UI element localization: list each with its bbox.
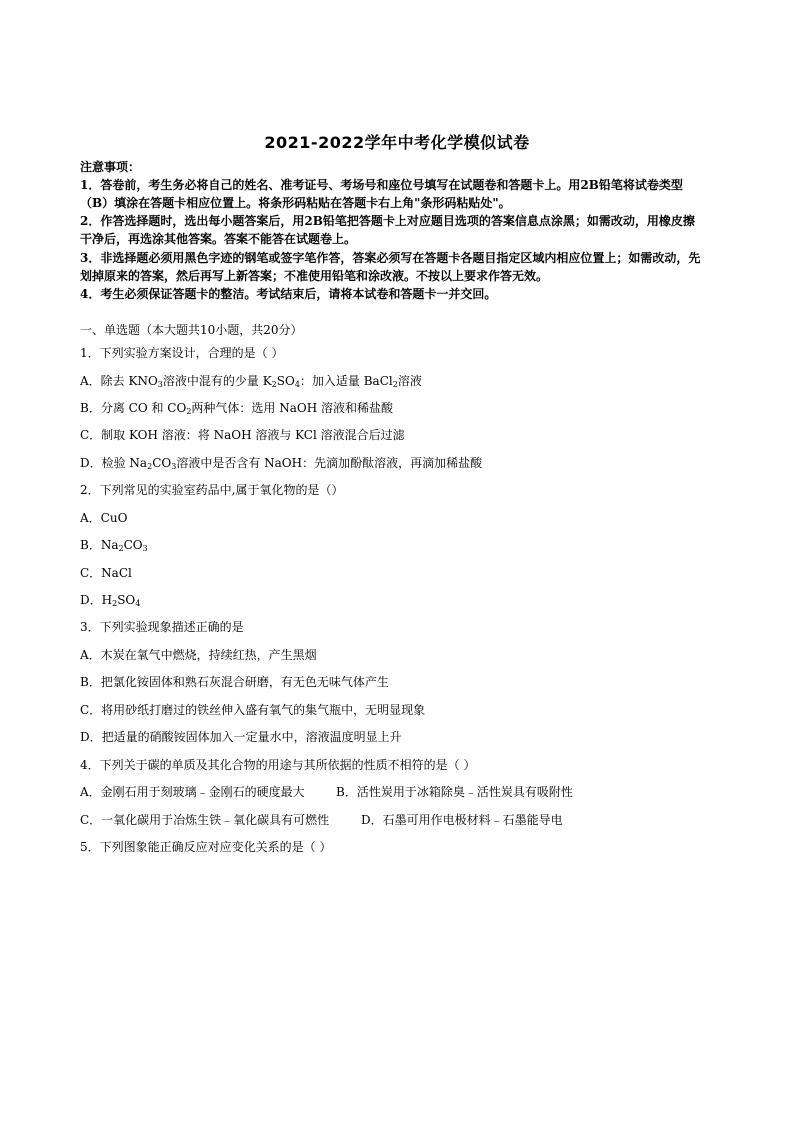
notice-line: 1．答卷前，考生务必将自己的姓名、准考证号、考场号和座位号填写在试题卷和答题卡上。用2B铅笔将试卷类型 — [80, 178, 683, 192]
question-stem: 2．下列常见的实验室药品中,属于氧化物的是（） — [80, 483, 344, 497]
question-stem: 5．下列图象能正确反应对应变化关系的是（ ） — [80, 840, 332, 854]
option-d: D．石墨可用作电极材料﹣石墨能导电 — [361, 813, 563, 827]
notice-line: 3．非选择题必须用黑色字迹的钢笔或签字笔作答，答案必须写在答题卡各题目指定区域内相应位置上；如需改动，先 — [80, 251, 701, 265]
section-heading: 一、单选题（本大题共10小题，共20分） — [80, 323, 303, 337]
option-b: B．分离 CO 和 $CO_2$两种气体：选用 NaOH 溶液和稀盐酸 — [80, 401, 393, 416]
option-c: C．制取 KOH 溶液：将 NaOH 溶液与 KCl 溶液混合后过滤 — [80, 428, 405, 442]
option-a: A．除去 $KNO_3$溶液中混有的少量 $K_2SO_4$：加入适量 BaCl$_2$溶液 — [80, 374, 422, 389]
option-b: B．$Na_2CO_3$ — [80, 538, 148, 553]
question-stem: 3．下列实验现象描述正确的是 — [80, 620, 244, 634]
option-c: C．NaCl — [80, 566, 132, 580]
notice-line: 4．考生必须保证答题卡的整洁。考试结束后，请将本试卷和答题卡一并交回。 — [80, 287, 497, 301]
notice-line: 2．作答选择题时，选出每小题答案后，用2B铅笔把答题卡上对应题目选项的答案信息点涂黑；如需改动，用橡皮擦 — [80, 214, 695, 228]
question-stem: 4．下列关于碳的单质及其化合物的用途与其所依据的性质不相符的是（ ） — [80, 758, 476, 772]
page-title: 2021-2022学年中考化学模似试卷 — [264, 133, 530, 152]
notice-line: （B）填涂在答题卡相应位置上。将条形码粘贴在答题卡右上角"条形码粘贴处"。 — [80, 196, 511, 210]
option-d: D．$H_2SO_4$ — [80, 593, 141, 608]
option-row — [80, 783, 720, 801]
option-row — [80, 811, 720, 829]
option-d: D．把适量的硝酸铵固体加入一定量水中，溶液温度明显上升 — [80, 730, 402, 744]
option-b: B．把氯化铵固体和熟石灰混合研磨，有无色无味气体产生 — [80, 675, 389, 689]
option-c: C．将用砂纸打磨过的铁丝伸入盛有氧气的集气瓶中，无明显现象 — [80, 703, 426, 717]
option-b: B．活性炭用于冰箱除臭﹣活性炭具有吸附性 — [336, 785, 573, 799]
option-a: A．金刚石用于刻玻璃﹣金刚石的硬度最大 — [80, 785, 305, 799]
option-c: C．一氧化碳用于冶炼生铁﹣氧化碳具有可燃性 — [80, 813, 330, 827]
notice-line: 划掉原来的答案，然后再写上新答案；不准使用铅笔和涂改液。不按以上要求作答无效。 — [80, 269, 549, 283]
notice-line: 干净后，再选涂其他答案。答案不能答在试题卷上。 — [80, 232, 357, 246]
option-a: A．木炭在氧气中燃烧，持续红热，产生黑烟 — [80, 648, 317, 662]
option-d: D．检验 $Na_2CO_3$溶液中是否含有 NaOH：先滴加酚酞溶液，再滴加稀盐酸 — [80, 456, 483, 471]
question-stem: 1．下列实验方案设计，合理的是（ ） — [80, 346, 284, 360]
notice-heading: 注意事项： — [80, 160, 141, 174]
option-a: A．CuO — [80, 511, 128, 525]
